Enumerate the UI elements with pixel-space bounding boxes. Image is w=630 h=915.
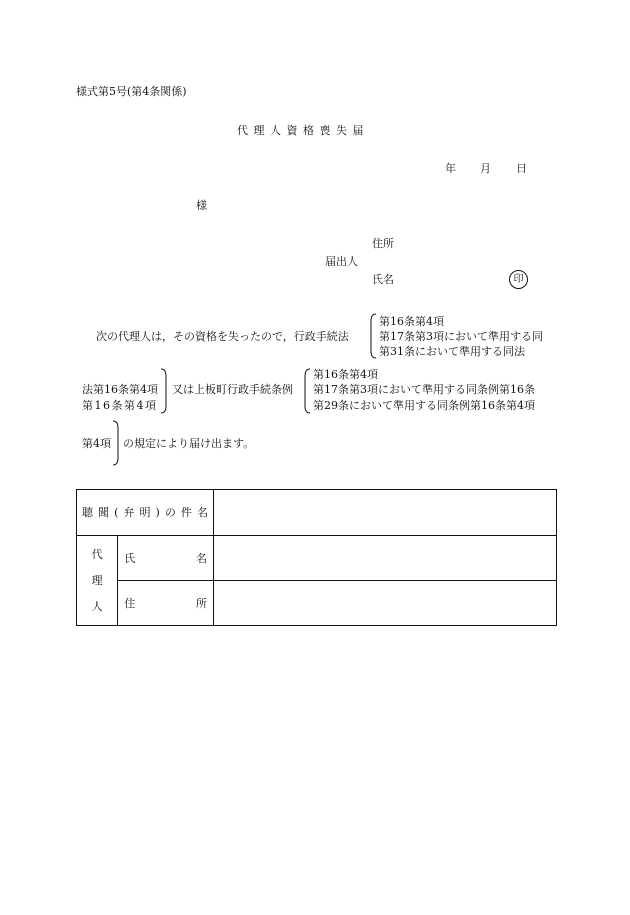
date-day-label: 日 bbox=[516, 162, 527, 175]
agent-name-label-char: 氏 bbox=[124, 551, 136, 565]
subject-label-char: ( bbox=[114, 506, 119, 519]
group2-item-1: 法第16条第4項 bbox=[82, 383, 158, 396]
name-label: 氏名 bbox=[372, 273, 394, 286]
subject-label-char: 聴 bbox=[82, 506, 93, 519]
form-number: 様式第5号(第4条関係) bbox=[76, 85, 187, 98]
addressee-suffix: 様 bbox=[196, 199, 207, 212]
bracket-right-2 bbox=[160, 368, 168, 414]
agent-address-label-char: 所 bbox=[196, 596, 207, 610]
agent-label-char: 理 bbox=[91, 573, 103, 587]
seal-mark: 印 bbox=[509, 270, 528, 289]
agent-label-char: 代 bbox=[91, 547, 103, 561]
subject-label-char: 件 bbox=[180, 506, 192, 519]
date-year-label: 年 bbox=[445, 162, 456, 175]
group4-item: 第4項 bbox=[82, 437, 111, 450]
subject-value-cell[interactable] bbox=[214, 490, 557, 536]
bracket-right-4 bbox=[112, 420, 120, 466]
agent-address-label-char: 住 bbox=[124, 596, 136, 610]
hearing-agent-table bbox=[76, 489, 557, 626]
subject-label-cell bbox=[77, 490, 214, 536]
notifier-label: 届出人 bbox=[325, 255, 358, 268]
group1-item-2: 第17条第3項において準用する同 bbox=[379, 330, 543, 343]
subject-label-char: 名 bbox=[196, 506, 208, 519]
subject-label-char: 弁 bbox=[123, 506, 135, 519]
group3-item-1: 第16条第4項 bbox=[313, 368, 378, 381]
date-month-label: 月 bbox=[480, 162, 491, 175]
body-line1-lead: 次の代理人は，その資格を失ったので，行政手続法 bbox=[96, 330, 349, 343]
subject-label-char: 聞 bbox=[98, 506, 110, 519]
group2-item-2: 第16条第4項 bbox=[82, 399, 158, 412]
subject-label-char: の bbox=[164, 506, 176, 519]
address-label: 住所 bbox=[372, 237, 394, 250]
body-mid-text: 又は上板町行政手続条例 bbox=[172, 383, 293, 396]
subject-label-char: ) bbox=[155, 506, 160, 519]
subject-label-char: 明 bbox=[139, 506, 151, 519]
agent-label-char: 人 bbox=[91, 599, 103, 613]
agent-label-cell bbox=[77, 536, 118, 626]
agent-name-label-cell bbox=[118, 536, 214, 581]
agent-address-label-cell bbox=[118, 581, 214, 626]
document-title: 代 理 人 資 格 喪 失 届 bbox=[237, 124, 365, 137]
agent-address-value-cell[interactable] bbox=[214, 581, 557, 626]
group3-item-3: 第29条において準用する同条例第16条第4項 bbox=[313, 399, 535, 412]
agent-name-label-char: 名 bbox=[196, 551, 207, 565]
group3-item-2: 第17条第3項において準用する同条例第16条 bbox=[313, 383, 535, 396]
group1-item-1: 第16条第4項 bbox=[379, 315, 444, 328]
bracket-left-1 bbox=[370, 313, 378, 359]
group1-item-3: 第31条において準用する同法 bbox=[379, 345, 525, 358]
bracket-left-3 bbox=[304, 368, 312, 414]
closing-text: の規定により届け出ます。 bbox=[123, 437, 255, 450]
agent-name-value-cell[interactable] bbox=[214, 536, 557, 581]
